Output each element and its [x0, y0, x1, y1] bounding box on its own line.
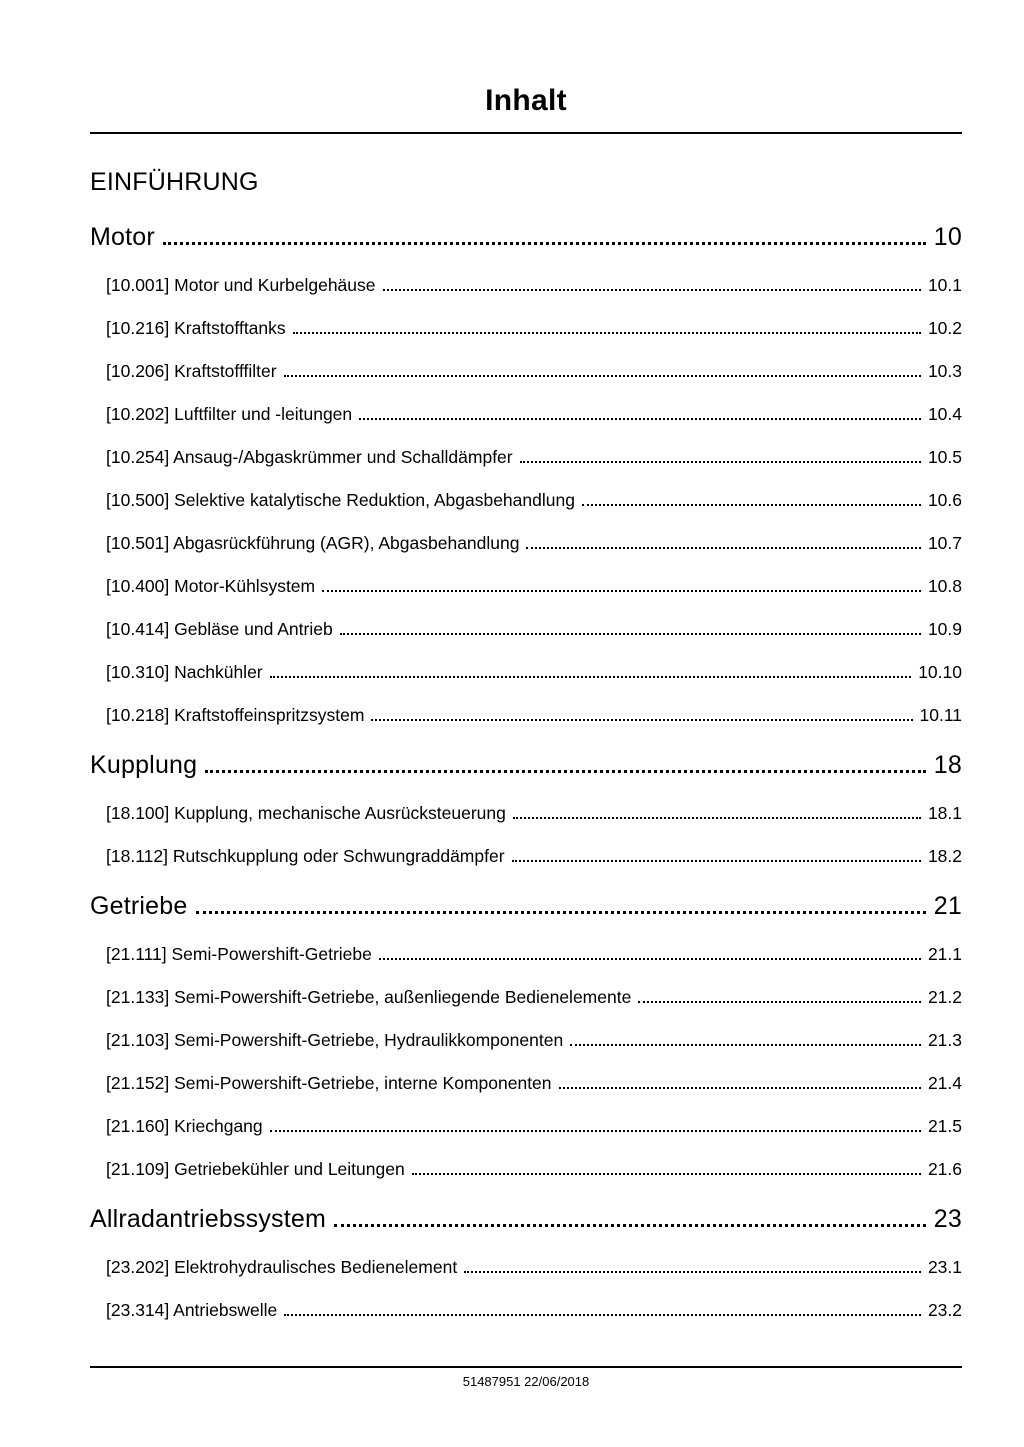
toc-entry-row [90, 576, 962, 596]
entry-label: [21.160] Kriechgang [106, 1116, 263, 1136]
entry-page: 10.1 [927, 275, 962, 295]
dot-leader [284, 1314, 921, 1316]
toc-entry-row [90, 404, 962, 424]
section-label: Allradantriebssystem [90, 1205, 327, 1233]
section-label: Motor [90, 223, 155, 251]
toc-entry-row [90, 1300, 962, 1320]
toc-entry-row [90, 1116, 962, 1136]
toc-entry-row [90, 1257, 962, 1277]
toc-entry-row [90, 361, 962, 381]
dot-leader [412, 1173, 921, 1175]
entry-page: 21.4 [927, 1073, 962, 1093]
dot-leader [371, 719, 912, 721]
footer [90, 1366, 962, 1389]
entry-page: 10.2 [927, 318, 962, 338]
entry-page: 10.10 [918, 662, 962, 682]
toc-entry-row [90, 447, 962, 467]
entry-label: [10.216] Kraftstofftanks [106, 318, 286, 338]
dot-leader [513, 817, 921, 819]
entry-label: [10.206] Kraftstofffilter [106, 361, 277, 381]
toc-entry-row [90, 619, 962, 639]
dot-leader [379, 958, 921, 960]
entry-label: [10.501] Abgasrückführung (AGR), Abgasbehandlung [106, 533, 520, 553]
entry-label: [21.152] Semi-Powershift-Getriebe, interne Komponenten [106, 1073, 552, 1093]
entry-page: 10.11 [919, 705, 962, 725]
section-label: EINFÜHRUNG [90, 168, 259, 196]
toc-entry-row [90, 944, 962, 964]
entry-label: [21.103] Semi-Powershift-Getriebe, Hydraulikkomponenten [106, 1030, 564, 1050]
dot-leader [520, 461, 921, 463]
entry-page: 23.2 [927, 1300, 962, 1320]
dot-leader [205, 770, 926, 773]
entry-page: 10.8 [927, 576, 962, 596]
section-page: 18 [933, 751, 962, 779]
entry-label: [10.202] Luftfilter und -leitungen [106, 404, 353, 424]
dot-leader [293, 332, 921, 334]
entry-page: 10.7 [927, 533, 962, 553]
toc-section-row [90, 222, 962, 252]
toc-entry-row [90, 803, 962, 823]
section-label: Kupplung [90, 751, 198, 779]
entry-label: [10.218] Kraftstoffeinspritzsystem [106, 705, 365, 725]
dot-leader [526, 547, 920, 549]
entry-label: [18.112] Rutschkupplung oder Schwungraddämpfer [106, 846, 505, 866]
toc-entry-row [90, 1073, 962, 1093]
toc-entry-row [90, 987, 962, 1007]
dot-leader [270, 676, 912, 678]
dot-leader [383, 289, 921, 291]
dot-leader [512, 860, 921, 862]
toc-entry-row [90, 490, 962, 510]
toc-section-row [90, 1204, 962, 1234]
entry-page: 21.2 [927, 987, 962, 1007]
section-page: 10 [933, 223, 962, 251]
dot-leader [322, 590, 921, 592]
entry-label: [23.202] Elektrohydraulisches Bedienelement [106, 1257, 458, 1277]
entry-page: 10.5 [927, 447, 962, 467]
dot-leader [638, 1001, 921, 1003]
entry-label: [10.254] Ansaug-/Abgaskrümmer und Schalldämpfer [106, 447, 513, 467]
toc-section-row [90, 167, 962, 197]
entry-label: [21.133] Semi-Powershift-Getriebe, außenliegende Bedienelemente [106, 987, 632, 1007]
toc-entry-row [90, 705, 962, 725]
entry-page: 21.6 [927, 1159, 962, 1179]
toc-section-row [90, 750, 962, 780]
toc [90, 134, 962, 1320]
dot-leader [359, 418, 921, 420]
toc-entry-row [90, 275, 962, 295]
dot-leader [340, 633, 921, 635]
entry-label: [21.111] Semi-Powershift-Getriebe [106, 944, 372, 964]
entry-label: [10.001] Motor und Kurbelgehäuse [106, 275, 376, 295]
entry-page: 18.1 [927, 803, 962, 823]
footer-text: 51487951 22/06/2018 [462, 1374, 590, 1389]
toc-entry-row [90, 662, 962, 682]
entry-label: [10.310] Nachkühler [106, 662, 263, 682]
page-title: Inhalt [485, 84, 567, 117]
dot-leader [270, 1130, 921, 1132]
toc-entry-row [90, 318, 962, 338]
section-label: Getriebe [90, 892, 188, 920]
dot-leader [559, 1087, 921, 1089]
dot-leader [196, 911, 926, 914]
toc-section-row [90, 891, 962, 921]
section-page: 23 [933, 1205, 962, 1233]
toc-entry-row [90, 1159, 962, 1179]
entry-page: 18.2 [927, 846, 962, 866]
entry-page: 10.9 [927, 619, 962, 639]
toc-entry-row [90, 1030, 962, 1050]
dot-leader [334, 1224, 926, 1227]
entry-label: [18.100] Kupplung, mechanische Ausrücksteuerung [106, 803, 506, 823]
entry-page: 10.3 [927, 361, 962, 381]
entry-page: 10.6 [927, 490, 962, 510]
entry-page: 23.1 [927, 1257, 962, 1277]
dot-leader [284, 375, 921, 377]
entry-label: [10.400] Motor-Kühlsystem [106, 576, 316, 596]
dot-leader [163, 242, 926, 245]
entry-label: [23.314] Antriebswelle [106, 1300, 278, 1320]
section-page: 21 [933, 892, 962, 920]
entry-page: 10.4 [927, 404, 962, 424]
entry-page: 21.5 [927, 1116, 962, 1136]
entry-label: [21.109] Getriebekühler und Leitungen [106, 1159, 405, 1179]
dot-leader [582, 504, 921, 506]
entry-page: 21.1 [927, 944, 962, 964]
entry-label: [10.414] Gebläse und Antrieb [106, 619, 333, 639]
dot-leader [570, 1044, 921, 1046]
toc-entry-row [90, 846, 962, 866]
dot-leader [464, 1271, 921, 1273]
toc-entry-row [90, 533, 962, 553]
entry-label: [10.500] Selektive katalytische Reduktion, Abgasbehandlung [106, 490, 575, 510]
entry-page: 21.3 [927, 1030, 962, 1050]
